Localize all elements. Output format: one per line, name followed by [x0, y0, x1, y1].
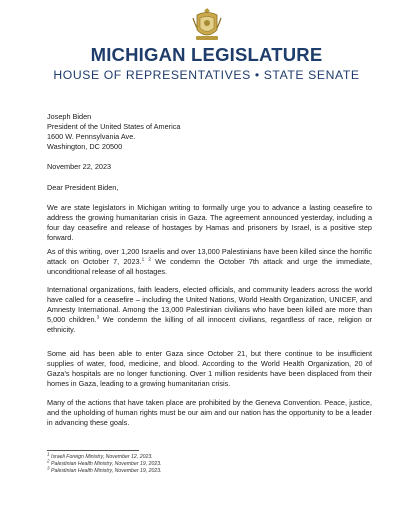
paragraph-4: [47, 349, 372, 389]
page-subtitle: HOUSE OF REPRESENTATIVES • STATE SENATE: [53, 68, 360, 82]
footnote-ref-1: 1: [141, 256, 145, 262]
recipient-name: Joseph Biden: [47, 112, 92, 121]
paragraph-2-text-a: As of this writing, over 1,200 Israelis and over 13,000 Palestinians have been killed since the horrific attack on October 7, 2023.: [47, 247, 372, 266]
footnote-1-number: 1: [47, 451, 50, 457]
recipient-street: 1600 W. Pennsylvania Ave.: [47, 131, 136, 141]
paragraph-2-text: [47, 247, 372, 277]
footnote-3-text: Palestinian Health Ministry, November 19, 2023.: [49, 468, 162, 474]
recipient-city: Washington, DC 20500: [47, 141, 123, 151]
footnote-divider: [47, 450, 139, 451]
michigan-seal-icon: [191, 6, 223, 44]
footnote-ref-3: 3: [96, 314, 100, 320]
recipient-address: [47, 112, 372, 152]
paragraph-2-text-b: We condemn the October 7th attack and urge the immediate, unconditional release of all hostages.: [47, 256, 372, 276]
footnote-ref-2: 2: [148, 256, 151, 262]
footnote-2-text: Palestinian Health Ministry, November 19, 2023.: [49, 461, 162, 467]
footnote-2: [47, 458, 347, 471]
page-title: MICHIGAN LEGISLATURE: [90, 44, 323, 65]
paragraph-3-text-a: International organizations, faith leaders, elected officials, and community leaders across the world have called for a ceasefire – including the United Nations, World Health Organization, UNICEF, and Amnesty International. Among the 13,000 Palestinian civilians who have been killed are more than 5,000 children.: [47, 285, 372, 324]
paragraph-3: [47, 285, 372, 335]
footnote-1-text: Israeli Foreign Ministry, November 12, 2023.: [49, 454, 153, 460]
paragraph-1: [47, 203, 372, 243]
paragraph-3-text: [47, 285, 372, 335]
paragraph-5: [47, 398, 372, 428]
recipient-title: President of the United States of America: [47, 121, 181, 131]
paragraph-4-text: Some aid has been able to enter Gaza since October 21, but there continue to be insufficient supplies of water, food, medicine, and blood. According to the World Health Organization, 20 of Gaza's hospitals are no longer functioning. Over 1 million residents have been displaced from their homes in Gaza, leading to a growing humanitarian crisis.: [47, 349, 372, 388]
paragraph-2: [47, 247, 372, 277]
letter-date: November 22, 2023: [47, 162, 112, 171]
footnote-3: [47, 465, 347, 475]
paragraph-3-text-b: We condemn the killing of all innocent civilians, regardless of race, religion or ethnicity.: [47, 314, 372, 334]
footnotes: [47, 451, 347, 475]
salutation: Dear President Biden,: [47, 183, 119, 192]
footnote-2-number: 2: [47, 458, 50, 464]
paragraph-5-text: Many of the actions that have taken place are prohibited by the Geneva Convention. Peace, justice, and the upholding of human rights must be our aim and our nation has the opportunity to be a leader in advancing these goals.: [47, 398, 372, 427]
footnote-3-number: 3: [47, 465, 50, 471]
paragraph-1-text: We are state legislators in Michigan writing to formally urge you to advance a lasting ceasefire to address the growing humanitarian crisis in Gaza. The agreement announced yesterday, including a four day ceasefire and release of hostages by Hamas and prisoners by Israel, is a positive step forward.: [47, 203, 372, 242]
